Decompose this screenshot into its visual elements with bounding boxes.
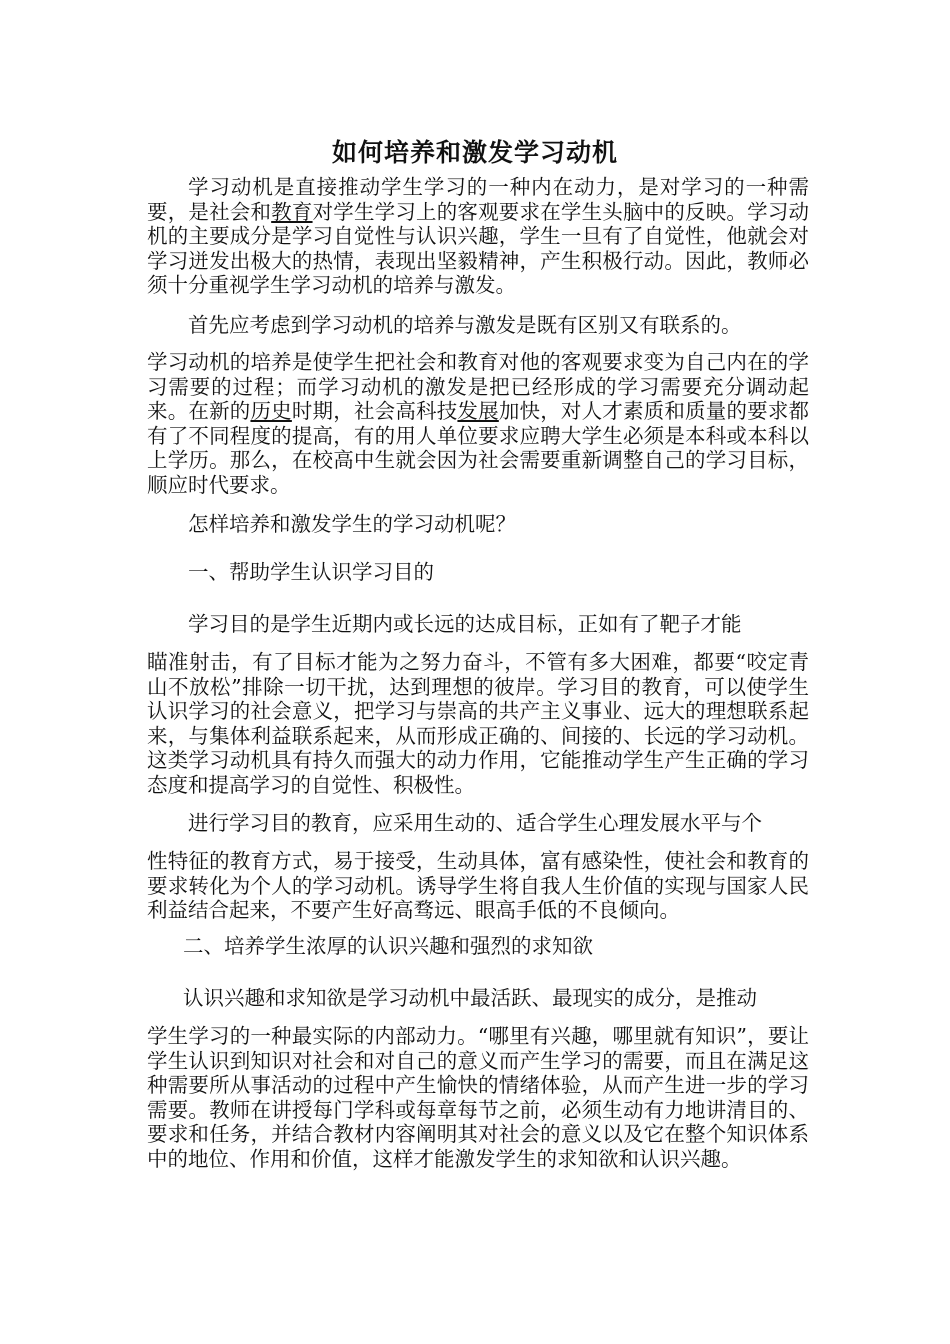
- paragraph-first-line: 学习目的是学生近期内或长远的达成目标，正如有了靶子才能: [188, 612, 742, 636]
- paragraph-first-line: 首先应考虑到学习动机的培养与激发是既有区别又有联系的。: [188, 313, 742, 337]
- paragraph-first-line: 认识兴趣和求知欲是学习动机中最活跃、最现实的成分，是推动: [183, 986, 757, 1010]
- paragraph-cultivation: 学习动机的培养是使学生把社会和教育对他的客观要求变为自己内在的学习需要的过程；而学习动机的激发是把已经形成的学习需要充分调动起来。在新的历史时期，社会高科技发展加快，对人才素质和质量的要求都有了不同程度的提高，有的用人单位要求应聘大学生必须是本科或本科以上学历。那么，在校高中生就会因为社会需要重新调整自己的学习目标，顺应时代要求。: [147, 350, 810, 497]
- paragraph-interest: 学生学习的一种最实际的内部动力。“哪里有兴趣，哪里就有知识”，要让学生认识到知识对社会和对自己的意义而产生学习的需要，而且在满足这种需要所从事活动的过程中产生愉快的情绪体验，从而产生进一步的学习需要。教师在讲授每门学科或每章每节之前，必须生动有力地讲清目的、要求和任务，并结合教材内容阐明其对社会的意义以及它在整个知识体系中的地位、作用和价值，这样才能激发学生的求知欲和认识兴趣。: [147, 1024, 809, 1171]
- paragraph-purpose: 瞄准射击，有了目标才能为之努力奋斗，不管有多大困难，都要“咬定青山不放松”排除一切干扰，达到理想的彼岸。学习目的教育，可以使学生认识学习的社会意义，把学习与崇高的共产主义事业、远大的理想联系起来，与集体利益联系起来，从而形成正确的、间接的、长远的学习动机。这类学习动机具有持久而强大的动力作用，它能推动学生产生正确的学习态度和提高学习的自觉性、积极性。: [147, 650, 809, 797]
- page-title: 如何培养和激发学习动机: [331, 138, 618, 167]
- paragraph-education-method: 性特征的教育方式，易于接受，生动具体，富有感染性，使社会和教育的要求转化为个人的学习动机。诱导学生将自我人生价值的实现与国家人民利益结合起来，不要产生好高骛远、眼高手低的不良倾向。: [147, 849, 809, 922]
- paragraph-first-line: 进行学习目的教育，应采用生动的、适合学生心理发展水平与个: [188, 811, 762, 835]
- section-heading-1: 一、帮助学生认识学习目的: [188, 560, 434, 584]
- question-line: 怎样培养和激发学生的学习动机呢？: [188, 512, 516, 536]
- paragraph-intro: 学习动机是直接推动学生学习的一种内在动力，是对学习的一种需要，是社会和教育对学生学习上的客观要求在学生头脑中的反映。学习动机的主要成分是学习自觉性与认识兴趣，学生一旦有了自觉性，他就会对学习迸发出极大的热情，表现出坚毅精神，产生积极行动。因此，教师必须十分重视学生学习动机的培养与激发。: [147, 175, 810, 297]
- section-heading-2: 二、培养学生浓厚的认识兴趣和强烈的求知欲: [183, 934, 593, 958]
- link-history[interactable]: 历史: [250, 399, 292, 423]
- link-education[interactable]: 教育: [271, 199, 313, 224]
- link-development[interactable]: 发展: [457, 399, 499, 423]
